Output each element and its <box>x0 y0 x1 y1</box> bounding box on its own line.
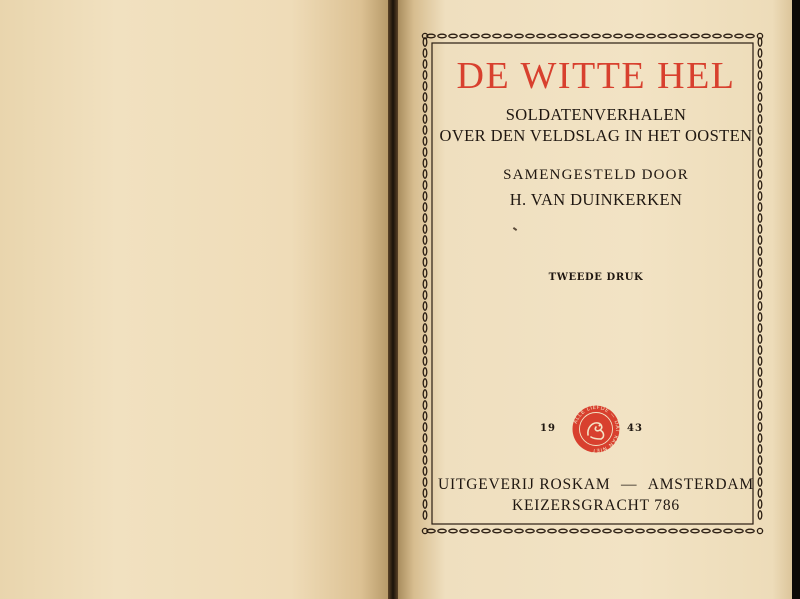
chain-link <box>423 192 427 200</box>
chain-link <box>570 529 578 533</box>
publisher-city: AMSTERDAM <box>647 476 754 493</box>
chain-link <box>758 434 762 442</box>
chain-link <box>758 214 762 222</box>
chain-link <box>614 529 622 533</box>
chain-link <box>758 126 762 134</box>
subtitle-line-2: OVER DEN VELDSLAG IN HET OOSTEN <box>439 126 753 145</box>
chain-link <box>680 529 688 533</box>
chain-link <box>758 148 762 156</box>
chain-link <box>482 34 490 38</box>
chain-link <box>758 115 762 123</box>
publisher-name: UITGEVERIJ ROSKAM <box>438 476 611 493</box>
chain-link <box>758 137 762 145</box>
chain-link <box>449 529 457 533</box>
chain-link <box>423 467 427 475</box>
seal-motto: ALLE LIEFDE — DAT KAN NIET <box>572 404 621 454</box>
publisher-dash: — <box>620 476 638 493</box>
chain-link <box>482 529 490 533</box>
chain-link <box>423 324 427 332</box>
chain-link <box>423 159 427 167</box>
chain-link <box>423 269 427 277</box>
chain-link <box>758 478 762 486</box>
chain-link <box>423 137 427 145</box>
chain-link <box>423 203 427 211</box>
chain-link <box>559 529 567 533</box>
chain-link <box>758 291 762 299</box>
title-page <box>398 0 792 599</box>
chain-link <box>647 34 655 38</box>
chain-link <box>423 489 427 497</box>
chain-link <box>758 423 762 431</box>
edition-label: TWEEDE DRUK <box>548 272 644 283</box>
chain-link <box>423 434 427 442</box>
chain-link <box>758 280 762 288</box>
chain-link <box>423 181 427 189</box>
compiled-by-label: SAMENGESTELD DOOR <box>503 167 689 183</box>
year-left-digits: 19 <box>540 423 556 434</box>
book-title: DE WITTE HEL <box>456 55 736 97</box>
chain-link <box>603 529 611 533</box>
chain-link <box>713 529 721 533</box>
chain-link <box>758 489 762 497</box>
chain-link <box>592 529 600 533</box>
chain-link <box>423 236 427 244</box>
chain-link <box>423 511 427 519</box>
chain-link <box>504 529 512 533</box>
chain-link <box>758 335 762 343</box>
chain-link <box>581 529 589 533</box>
chain-link <box>669 529 677 533</box>
chain-link <box>680 34 688 38</box>
chain-link <box>460 34 468 38</box>
chain-link <box>423 302 427 310</box>
chain-link <box>526 34 534 38</box>
chain-link <box>423 225 427 233</box>
chain-link <box>493 34 501 38</box>
chain-link <box>758 269 762 277</box>
chain-link <box>758 60 762 68</box>
chain-link <box>758 401 762 409</box>
chain-link <box>449 34 457 38</box>
year-right-digits: 43 <box>627 423 643 434</box>
chain-link <box>423 214 427 222</box>
chain-link <box>548 34 556 38</box>
publisher-line <box>438 476 754 494</box>
chain-link <box>423 291 427 299</box>
chain-link <box>423 335 427 343</box>
chain-link <box>423 280 427 288</box>
chain-link <box>758 500 762 508</box>
chain-link <box>724 529 732 533</box>
chain-link <box>647 529 655 533</box>
publisher-seal-icon <box>571 404 621 454</box>
chain-link <box>758 93 762 101</box>
chain-link <box>735 34 743 38</box>
chain-link <box>636 34 644 38</box>
chain-link <box>758 346 762 354</box>
chain-link <box>625 34 633 38</box>
left-blank-page <box>0 0 388 599</box>
chain-link <box>758 236 762 244</box>
chain-link <box>758 313 762 321</box>
publisher-address: KEIZERSGRACHT 786 <box>512 497 680 514</box>
chain-link <box>592 34 600 38</box>
chain-link <box>669 34 677 38</box>
chain-link <box>758 82 762 90</box>
chain-link <box>758 159 762 167</box>
chain-link <box>658 34 666 38</box>
chain-link <box>758 170 762 178</box>
chain-link <box>423 357 427 365</box>
chain-link <box>537 529 545 533</box>
chain-link <box>423 412 427 420</box>
subtitle-line-1: SOLDATENVERHALEN <box>505 105 687 124</box>
chain-link <box>735 529 743 533</box>
chain-link <box>713 34 721 38</box>
chain-link <box>423 456 427 464</box>
chain-link <box>614 34 622 38</box>
chain-link <box>746 529 754 533</box>
chain-link <box>423 82 427 90</box>
chain-link <box>758 511 762 519</box>
chain-link <box>423 115 427 123</box>
chain-link <box>438 529 446 533</box>
chain-link <box>758 467 762 475</box>
chain-link <box>758 71 762 79</box>
chain-link <box>537 34 545 38</box>
chain-link <box>658 529 666 533</box>
chain-link <box>471 34 479 38</box>
chain-link <box>758 324 762 332</box>
chain-link <box>423 126 427 134</box>
chain-link <box>423 313 427 321</box>
chain-link <box>423 71 427 79</box>
chain-link <box>636 529 644 533</box>
chain-link <box>423 423 427 431</box>
chain-link <box>724 34 732 38</box>
chain-link <box>438 34 446 38</box>
chain-link <box>559 34 567 38</box>
chain-link <box>758 203 762 211</box>
chain-link <box>691 34 699 38</box>
chain-link <box>758 247 762 255</box>
chain-link <box>423 258 427 266</box>
chain-link <box>758 357 762 365</box>
chain-link <box>423 104 427 112</box>
chain-link <box>423 401 427 409</box>
chain-link <box>702 34 710 38</box>
chain-link <box>423 390 427 398</box>
chain-link <box>423 49 427 57</box>
chain-link <box>758 225 762 233</box>
chain-link <box>526 529 534 533</box>
chain-link <box>746 34 754 38</box>
chain-link <box>758 302 762 310</box>
chain-link <box>423 148 427 156</box>
chain-link <box>758 181 762 189</box>
chain-link <box>515 34 523 38</box>
chain-link <box>570 34 578 38</box>
editor-name: H. VAN DUINKERKEN <box>509 190 683 209</box>
chain-link <box>423 170 427 178</box>
chain-link <box>423 478 427 486</box>
chain-link <box>758 456 762 464</box>
chain-link <box>758 379 762 387</box>
chain-link <box>460 529 468 533</box>
chain-link <box>423 93 427 101</box>
chain-link <box>603 34 611 38</box>
chain-link <box>493 529 501 533</box>
chain-link <box>758 368 762 376</box>
chain-link <box>423 368 427 376</box>
chain-link <box>548 529 556 533</box>
border-corner-ornament <box>757 528 762 533</box>
chain-link <box>758 390 762 398</box>
chain-link <box>423 500 427 508</box>
chain-link <box>504 34 512 38</box>
chain-link <box>758 49 762 57</box>
chain-link <box>758 445 762 453</box>
chain-link <box>515 529 523 533</box>
chain-link <box>423 247 427 255</box>
chain-link <box>423 445 427 453</box>
chain-link <box>581 34 589 38</box>
chain-link <box>625 529 633 533</box>
book-gutter <box>388 0 398 599</box>
chain-link <box>758 412 762 420</box>
chain-link <box>691 529 699 533</box>
chain-link <box>758 104 762 112</box>
chain-link <box>471 529 479 533</box>
chain-link <box>423 346 427 354</box>
chain-link <box>758 192 762 200</box>
chain-link <box>423 60 427 68</box>
chain-link <box>702 529 710 533</box>
chain-link <box>423 379 427 387</box>
chain-link <box>758 258 762 266</box>
